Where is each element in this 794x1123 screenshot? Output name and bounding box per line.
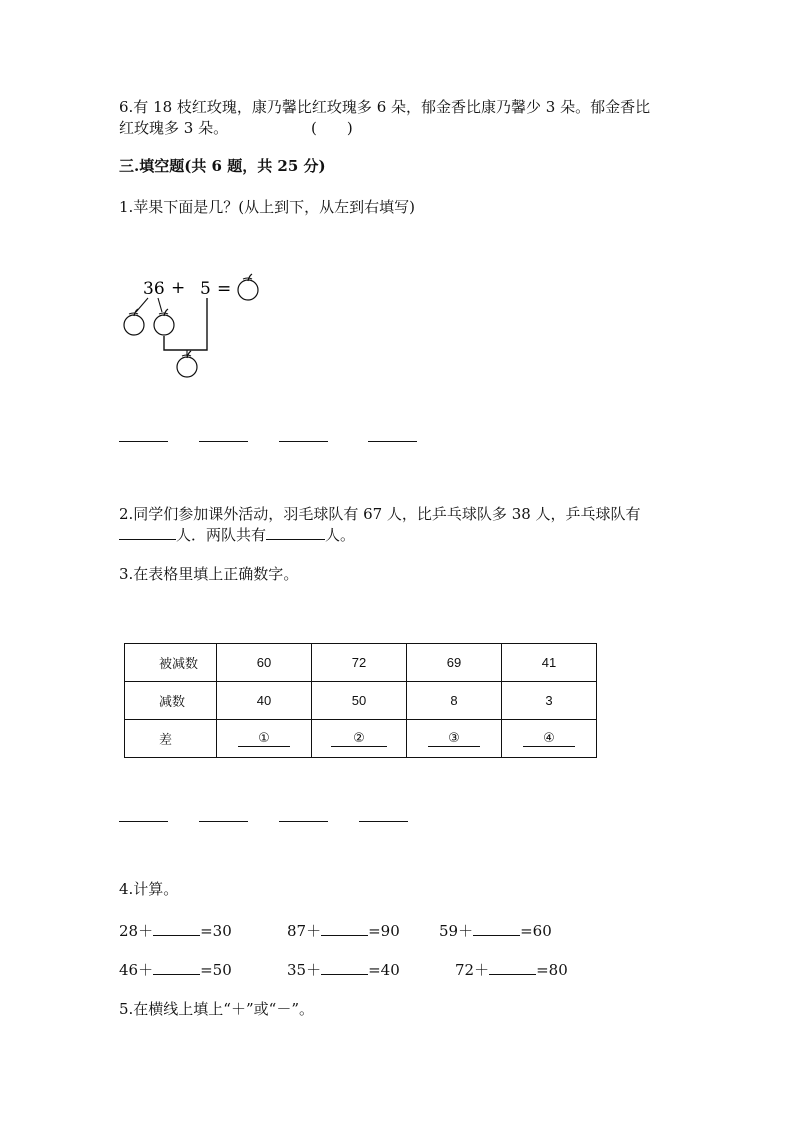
expr-36: 36 [143, 279, 165, 299]
calc-item-2 [287, 920, 400, 941]
calc-blank[interactable] [321, 960, 368, 975]
calc-result: =80 [536, 961, 568, 979]
p3-answer-blank-2[interactable] [199, 821, 248, 822]
row-header: 被减数 [125, 644, 217, 682]
calc-blank[interactable] [321, 921, 368, 936]
table-row [125, 720, 597, 758]
arrow-right-line [158, 298, 162, 312]
table-cell: 50 [312, 682, 407, 720]
table-cell: 3 [502, 682, 597, 720]
circled-number-1: ① [238, 730, 290, 747]
p3-answer-blank-1[interactable] [119, 821, 168, 822]
bracket-line [164, 298, 207, 350]
apple-left-icon [124, 309, 144, 335]
arrow-left-line [136, 298, 148, 312]
p2-line2 [119, 525, 355, 545]
row-header: 差 [125, 720, 217, 758]
apple-diagram [112, 270, 272, 385]
calc-blank[interactable] [489, 960, 536, 975]
calc-result: =60 [520, 922, 552, 940]
p1-answer-blank-1[interactable] [119, 441, 168, 442]
p5-question: 5.在横线上填上“＋”或“－”。 [119, 1000, 314, 1018]
apple-middle-icon [154, 309, 174, 335]
calc-result: =90 [368, 922, 400, 940]
expr-plus: + [171, 278, 186, 298]
table-cell: 8 [407, 682, 502, 720]
table-cell: 60 [217, 644, 312, 682]
calc-item-5 [287, 959, 400, 980]
table-row [125, 644, 597, 682]
calc-item-4 [119, 959, 232, 980]
expr-5: 5 [200, 279, 211, 299]
calc-blank[interactable] [473, 921, 520, 936]
plus-sign: ＋ [306, 961, 322, 979]
calc-addend: 87 [287, 922, 307, 940]
answer-cell[interactable] [502, 720, 597, 758]
plus-sign: ＋ [306, 922, 322, 940]
q6-line2: 红玫瑰多 3 朵。 [119, 119, 229, 137]
p2-blank-2[interactable] [266, 525, 325, 540]
apple-answer-icon [238, 274, 258, 300]
calc-addend: 35 [287, 961, 307, 979]
p2-line2-mid: 人．两队共有 [176, 526, 267, 544]
circled-number-2: ② [331, 730, 387, 747]
calc-item-6 [455, 959, 568, 980]
answer-cell[interactable] [407, 720, 502, 758]
calc-addend: 46 [119, 961, 139, 979]
plus-sign: ＋ [138, 961, 154, 979]
q6-answer-paren[interactable]: ( ) [311, 119, 353, 137]
circled-number-4: ④ [523, 730, 575, 747]
table-cell: 72 [312, 644, 407, 682]
calc-item-1 [119, 920, 232, 941]
p1-answer-blank-2[interactable] [199, 441, 248, 442]
table-cell: 41 [502, 644, 597, 682]
subtraction-table [124, 643, 597, 758]
calc-result: =30 [200, 922, 232, 940]
plus-sign: ＋ [458, 922, 474, 940]
plus-sign: ＋ [474, 961, 490, 979]
p2-line1: 2.同学们参加课外活动，羽毛球队有 67 人，比乒乓球队多 38 人，乒乓球队有 [119, 505, 641, 523]
table-cell: 40 [217, 682, 312, 720]
answer-cell[interactable] [217, 720, 312, 758]
q6-line1: 6.有 18 枝红玫瑰，康乃馨比红玫瑰多 6 朵，郁金香比康乃馨少 3 朵。郁金香比 [119, 98, 651, 116]
calc-addend: 72 [455, 961, 475, 979]
table-cell: 69 [407, 644, 502, 682]
calc-result: =50 [200, 961, 232, 979]
p3-question: 3.在表格里填上正确数字。 [119, 565, 299, 583]
calc-addend: 28 [119, 922, 139, 940]
calc-blank[interactable] [153, 921, 200, 936]
p2-line2-end: 人。 [325, 526, 356, 544]
apple-bottom-icon [177, 351, 197, 377]
row-header: 减数 [125, 682, 217, 720]
section-3-heading: 三.填空题(共 6 题，共 25 分) [119, 157, 326, 175]
p1-answer-blank-3[interactable] [279, 441, 328, 442]
p2-blank-1[interactable] [119, 525, 176, 540]
plus-sign: ＋ [138, 922, 154, 940]
calc-blank[interactable] [153, 960, 200, 975]
circled-number-3: ③ [428, 730, 480, 747]
p1-question: 1.苹果下面是几？(从上到下，从左到右填写) [119, 198, 416, 216]
expr-eq: = [217, 279, 232, 299]
p3-answer-blank-4[interactable] [359, 821, 408, 822]
p4-question: 4.计算。 [119, 880, 179, 898]
answer-cell[interactable] [312, 720, 407, 758]
calc-item-3 [439, 920, 552, 941]
calc-addend: 59 [439, 922, 459, 940]
p3-answer-blank-3[interactable] [279, 821, 328, 822]
calc-result: =40 [368, 961, 400, 979]
p1-answer-blank-4[interactable] [368, 441, 417, 442]
table-row [125, 682, 597, 720]
